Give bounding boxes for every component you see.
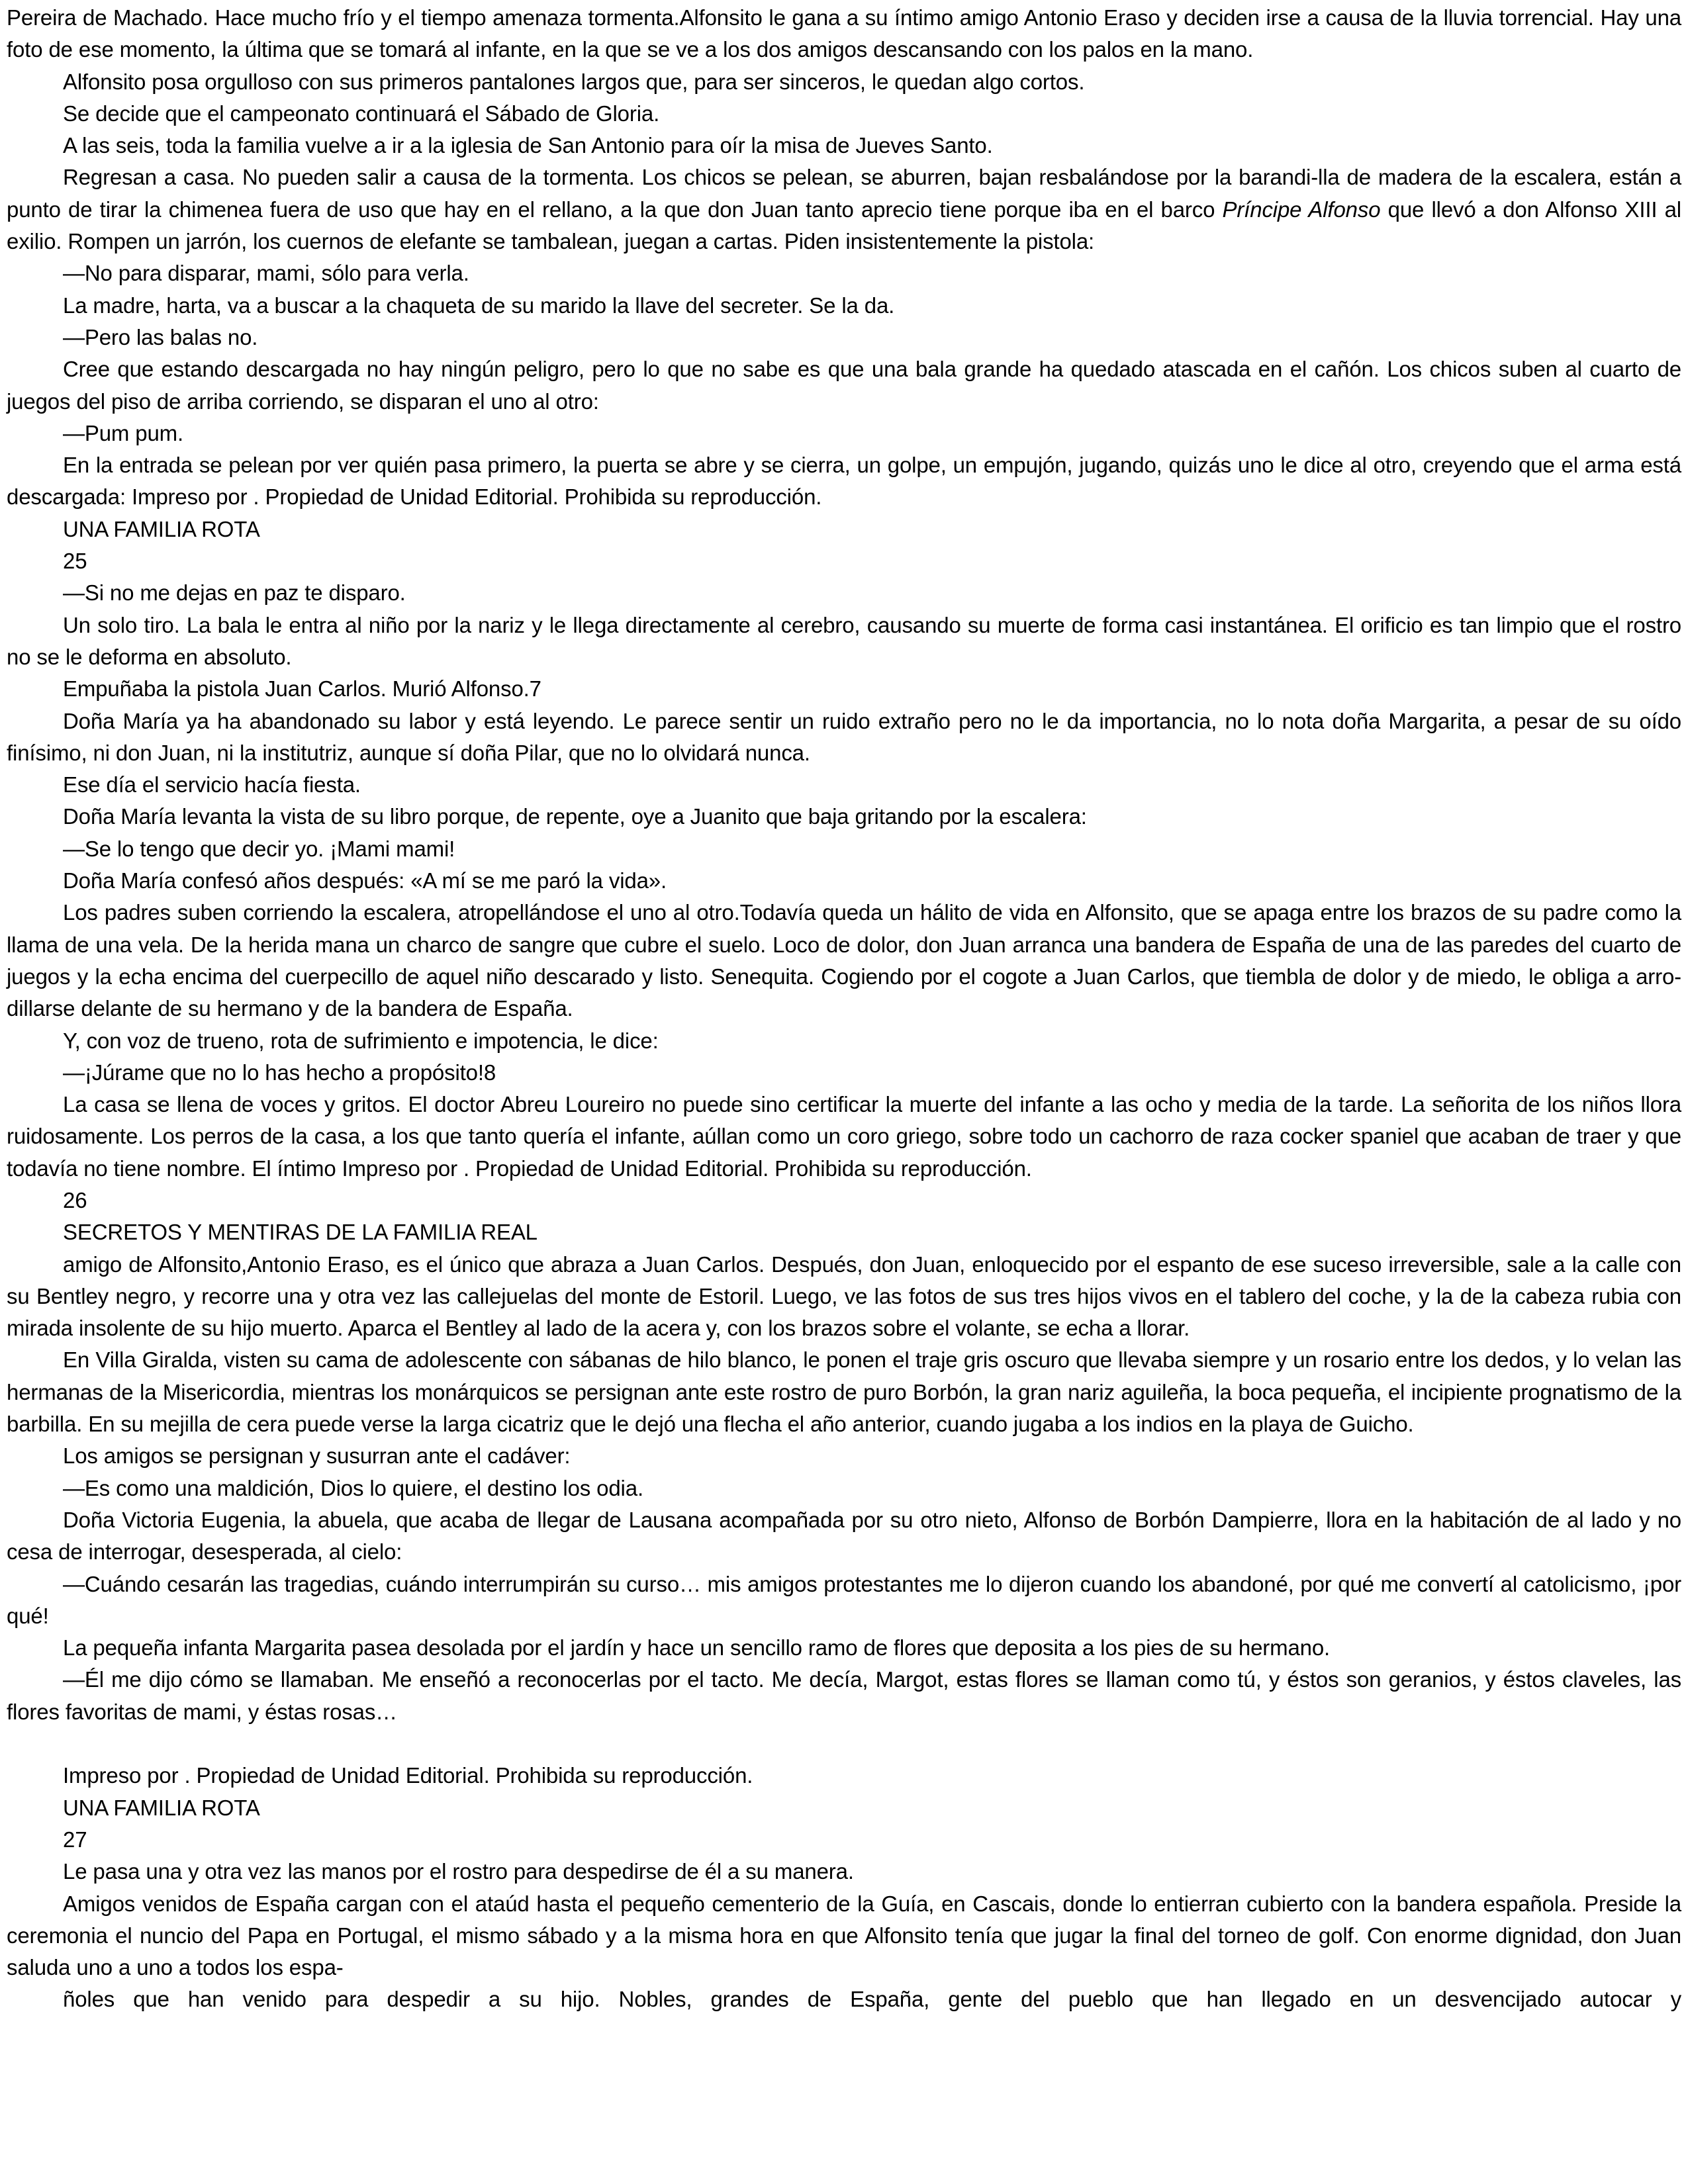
dialogue-line: —Cuándo cesarán las tragedias, cuándo interrumpirán su curso… mis amigos protestantes me lo dijeron cuando los abandoné, por qué me convertí al catolicismo, ¡por qué! xyxy=(7,1571,1681,1628)
running-header: SECRETOS Y MENTIRAS DE LA FAMILIA REAL xyxy=(63,1220,538,1245)
paragraph: Doña Victoria Eugenia, la abuela, que acaba de llegar de Lausana acompañada por su otro nieto, Alfonso de Borbón Dampierre, llora en la habitación de al lado y no cesa de interrogar, desesperada, al cielo: xyxy=(7,1507,1681,1565)
paragraph: Los padres suben corriendo la escalera, atropellándose el uno al otro.Todavía queda un hálito de vida en Alfonsito, que se apaga entre los brazos de su padre como la llama de una vela. De la herida mana un charco de sangre que cubre el suelo. Loco de dolor, don Juan arranca una bandera de España de una de las paredes del cuarto de juegos y la echa encima del cuerpecillo de aquel niño descarado y listo. Senequita. Cogiendo por el cogote a Juan Carlos, que tiembla de dolor y de miedo, le obliga a arro-dillarse delante de su hermano y de la bandera de España. xyxy=(7,900,1681,1021)
dialogue-line: —Si no me dejas en paz te disparo. xyxy=(63,580,406,606)
paragraph: Ese día el servicio hacía fiesta. xyxy=(63,772,361,797)
paragraph: Le pasa una y otra vez las manos por el rostro para despedirse de él a su manera. xyxy=(63,1859,854,1884)
dialogue-line: —Se lo tengo que decir yo. ¡Mami mami! xyxy=(63,836,455,861)
dialogue-line: —Es como una maldición, Dios lo quiere, el destino los odia. xyxy=(63,1475,643,1500)
dialogue-line: —¡Júrame que no lo has hecho a propósito!8 xyxy=(63,1060,496,1085)
paragraph: A las seis, toda la familia vuelve a ir a la iglesia de San Antonio para oír la misa de Jueves Santo. xyxy=(63,133,993,158)
page-number: 26 xyxy=(63,1187,87,1212)
paragraph: Cree que estando descargada no hay ningún peligro, pero lo que no sabe es que una bala grande ha quedado atascada en el cañón. Los chicos suben al cuarto de juegos del piso de arriba corriendo, se disparan el uno al otro: xyxy=(7,357,1681,414)
print-notice: Impreso por . Propiedad de Unidad Editorial. Prohibida su reproducción. xyxy=(63,1763,753,1788)
running-header: UNA FAMILIA ROTA xyxy=(63,1795,260,1820)
dialogue-line: —Él me dijo cómo se llamaban. Me enseñó a reconocerlas por el tacto. Me decía, Margot, estas flores se llaman como tú, y éstos son geranios, y éstos claveles, las flores favoritas de mami, y éstas rosas… xyxy=(7,1667,1681,1724)
paragraph: En Villa Giralda, visten su cama de adolescente con sábanas de hilo blanco, le ponen el traje gris oscuro que llevaba siempre y un rosario entre los dedos, y lo velan las hermanas de la Misericordia, mientras los monárquicos se persignan ante este rostro de puro Borbón, la gran nariz aguileña, la boca pequeña, el incipiente prognatismo de la barbilla. En su mejilla de cera puede verse la larga cicatriz que le dejó una flecha el año anterior, cuando jugaba a los indios en la playa de Guicho. xyxy=(7,1347,1681,1437)
paragraph: La pequeña infanta Margarita pasea desolada por el jardín y hace un sencillo ramo de flores que deposita a los pies de su hermano. xyxy=(63,1635,1331,1661)
dialogue-line: —Pero las balas no. xyxy=(63,324,258,349)
paragraph xyxy=(7,161,1681,257)
paragraph: Alfonsito posa orgulloso con sus primeros pantalones largos que, para ser sinceros, le quedan algo cortos. xyxy=(63,69,1085,94)
paragraph: amigo de Alfonsito,Antonio Eraso, es el único que abraza a Juan Carlos. Después, don Juan, enloquecido por el espanto de ese suceso irreversible, sale a la calle con su Bentley negro, y recorre una y otra vez las callejuelas del monte de Estoril. Luego, ve las fotos de sus tres hijos vivos en el tablero del coche, y la de la cabeza rubia con mirada insolente de su hijo muerto. Aparca el Bentley al lado de la acera y, con los brazos sobre el volante, se echa a llorar. xyxy=(7,1251,1681,1341)
dialogue-line: —Pum pum. xyxy=(63,420,184,445)
paragraph: Amigos venidos de España cargan con el ataúd hasta el pequeño cementerio de la Guía, en Cascais, donde lo entierran cubierto con la bandera española. Preside la ceremonia el nuncio del Papa en Portugal, el mismo sábado y a la misma hora en que Alfonsito tenía que jugar la final del torneo de golf. Con enorme dignidad, don Juan saluda uno a uno a todos los espa- xyxy=(7,1891,1681,1980)
page-number: 27 xyxy=(63,1827,87,1852)
dialogue-line: —No para disparar, mami, sólo para verla. xyxy=(63,261,469,286)
paragraph: Doña María confesó años después: «A mí se me paró la vida». xyxy=(63,868,667,893)
page-number: 25 xyxy=(63,549,87,574)
paragraph: En la entrada se pelean por ver quién pasa primero, la puerta se abre y se cierra, un golpe, un empujón, jugando, quizás uno le dice al otro, creyendo que el arma está descargada: Impreso por . Propiedad de Unidad Editorial. Prohibida su reproducción. xyxy=(7,453,1681,510)
paragraph: Se decide que el campeonato continuará el Sábado de Gloria. xyxy=(63,101,660,126)
ship-name: Príncipe Alfonso xyxy=(1222,197,1381,222)
paragraph: Los amigos se persignan y susurran ante el cadáver: xyxy=(63,1443,571,1469)
paragraph: La madre, harta, va a buscar a la chaqueta de su marido la llave del secreter. Se la da. xyxy=(63,293,895,318)
paragraph: La casa se llena de voces y gritos. El doctor Abreu Loureiro no puede sino certificar la muerte del infante a las ocho y media de la tarde. La señorita de los niños llora ruidosamente. Los perros de la casa, a los que tanto quería el infante, aúllan como un coro griego, sobre todo un cachorro de raza cocker spaniel que acaban de traer y que todavía no tiene nombre. El íntimo Impreso por . Propiedad de Unidad Editorial. Prohibida su reproducción. xyxy=(7,1092,1681,1181)
paragraph: Empuñaba la pistola Juan Carlos. Murió Alfonso.7 xyxy=(63,676,541,702)
paragraph: Doña María ya ha abandonado su labor y está leyendo. Le parece sentir un ruido extraño pero no le da importancia, no lo nota doña Margarita, a pesar de su oído finísimo, ni don Juan, ni la institutriz, aunque sí doña Pilar, que no lo olvidará nunca. xyxy=(7,708,1681,765)
paragraph: Doña María levanta la vista de su libro porque, de repente, oye a Juanito que baja gritando por la escalera: xyxy=(63,804,1087,829)
paragraph-text: Regresan a casa. No pueden salir a causa de la tormenta. Los chicos se pelean, se aburren, bajan resbalándose por la barandi-lla de madera de la escalera, están a punto de tirar la chimenea fuera de uso que hay en el rellano, a la que don Juan tanto aprecio tiene porque iba en el barco xyxy=(7,165,1681,222)
paragraph: ñoles que han venido para despedir a su hijo. Nobles, grandes de España, gente del pueblo que han llegado en un desvencijado autocar y xyxy=(63,1987,1681,2012)
paragraph: Pereira de Machado. Hace mucho frío y el tiempo amenaza tormenta.Alfonsito le gana a su íntimo amigo Antonio Eraso y deciden irse a causa de la lluvia torrencial. Hay una foto de ese momento, la última que se tomará al infante, en la que se ve a los dos amigos descansando con los palos en la mano. xyxy=(7,5,1681,62)
paragraph-text: que llevó a don Alfonso XIII al exilio. Rompen un jarrón, los cuernos de elefante se tambalean, juegan a cartas. Piden insistentemente la pistola: xyxy=(7,197,1681,254)
paragraph: Y, con voz de trueno, rota de sufrimiento e impotencia, le dice: xyxy=(63,1028,659,1053)
running-header: UNA FAMILIA ROTA xyxy=(63,516,260,541)
paragraph: Un solo tiro. La bala le entra al niño por la nariz y le llega directamente al cerebro, causando su muerte de forma casi instantánea. El orificio es tan limpio que el rostro no se le deforma en absoluto. xyxy=(7,612,1681,669)
